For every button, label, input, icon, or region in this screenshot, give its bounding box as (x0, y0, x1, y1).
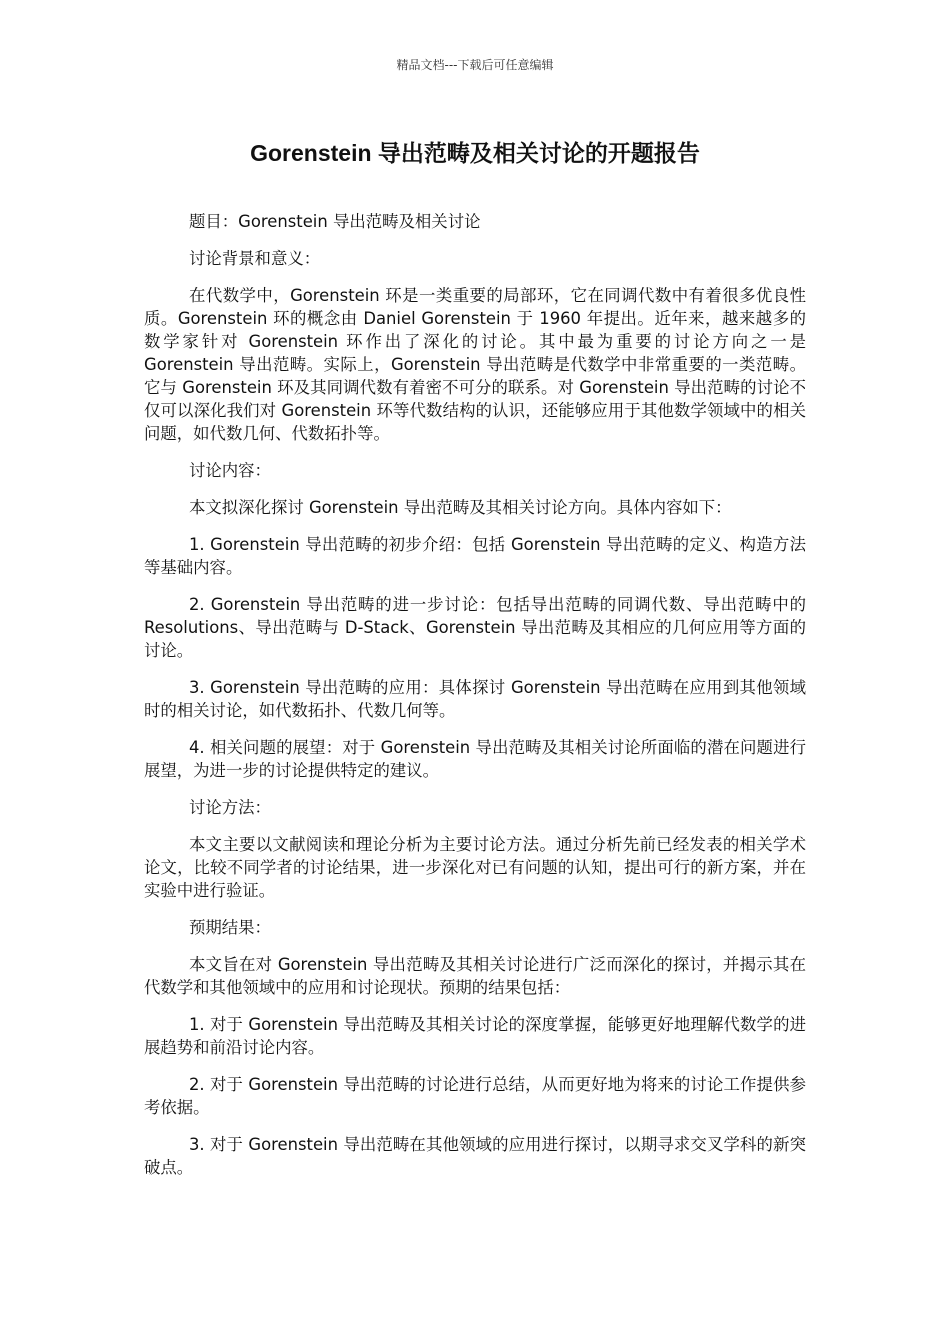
section-heading-content: 讨论内容： (189, 461, 271, 480)
content-item-2: 2. Gorenstein 导出范畴的进一步讨论：包括导出范畴的同调代数、导出范畴中的 Resolutions、导出范畴与 D-Stack、Gorenstein 导出范畴及其相应的几何应用等方面的讨论。 (144, 595, 806, 660)
result-item-1: 1. 对于 Gorenstein 导出范畴及其相关讨论的深度掌握，能够更好地理解代数学的进展趋势和前沿讨论内容。 (144, 1015, 806, 1057)
page-header-note: 精品文档---下载后可任意编辑 (396, 58, 554, 72)
content-item-3: 3. Gorenstein 导出范畴的应用：具体探讨 Gorenstein 导出范畴在应用到其他领域时的相关讨论，如代数拓扑、代数几何等。 (144, 678, 806, 720)
background-paragraph: 在代数学中，Gorenstein 环是一类重要的局部环，它在同调代数中有着很多优良性质。Gorenstein 环的概念由 Daniel Gorenstein 于 1960 年提出。近年来，越来越多的数学家针对 Gorenstein 环作出了深化的讨论。其中最为重要的讨论方向之一是 Gorenstein 导出范畴。实际上，Gorenstein 导出范畴是代数学中非常重要的一类范畴。它与 Gorenstein 环及其同调代数有着密不可分的联系。对 Gorenstein 导出范畴的讨论不仅可以深化我们对 Gorenstein 环等代数结构的认识，还能够应用于其他数学领域中的相关问题，如代数几何、代数拓扑等。 (144, 286, 806, 443)
result-item-3: 3. 对于 Gorenstein 导出范畴在其他领域的应用进行探讨，以期寻求交叉学科的新突破点。 (144, 1135, 806, 1177)
result-item-2: 2. 对于 Gorenstein 导出范畴的讨论进行总结，从而更好地为将来的讨论工作提供参考依据。 (144, 1075, 806, 1117)
method-paragraph: 本文主要以文献阅读和理论分析为主要讨论方法。通过分析先前已经发表的相关学术论文，比较不同学者的讨论结果，进一步深化对已有问题的认知，提出可行的新方案，并在实验中进行验证。 (144, 835, 806, 900)
content-item-1: 1. Gorenstein 导出范畴的初步介绍：包括 Gorenstein 导出范畴的定义、构造方法等基础内容。 (144, 535, 806, 577)
section-heading-results: 预期结果： (189, 918, 271, 937)
document-body (144, 210, 806, 1193)
topic-line: 题目：Gorenstein 导出范畴及相关讨论 (189, 212, 481, 231)
section-heading-method: 讨论方法： (189, 798, 271, 817)
document-title: Gorenstein 导出范畴及相关讨论的开题报告 (250, 140, 700, 166)
section-heading-background: 讨论背景和意义： (189, 249, 321, 268)
content-item-4: 4. 相关问题的展望：对于 Gorenstein 导出范畴及其相关讨论所面临的潜在问题进行展望，为进一步的讨论提供特定的建议。 (144, 738, 806, 780)
results-intro-paragraph: 本文旨在对 Gorenstein 导出范畴及其相关讨论进行广泛而深化的探讨，并揭示其在代数学和其他领域中的应用和讨论现状。预期的结果包括： (144, 955, 806, 997)
content-intro-paragraph: 本文拟深化探讨 Gorenstein 导出范畴及其相关讨论方向。具体内容如下： (189, 498, 732, 517)
